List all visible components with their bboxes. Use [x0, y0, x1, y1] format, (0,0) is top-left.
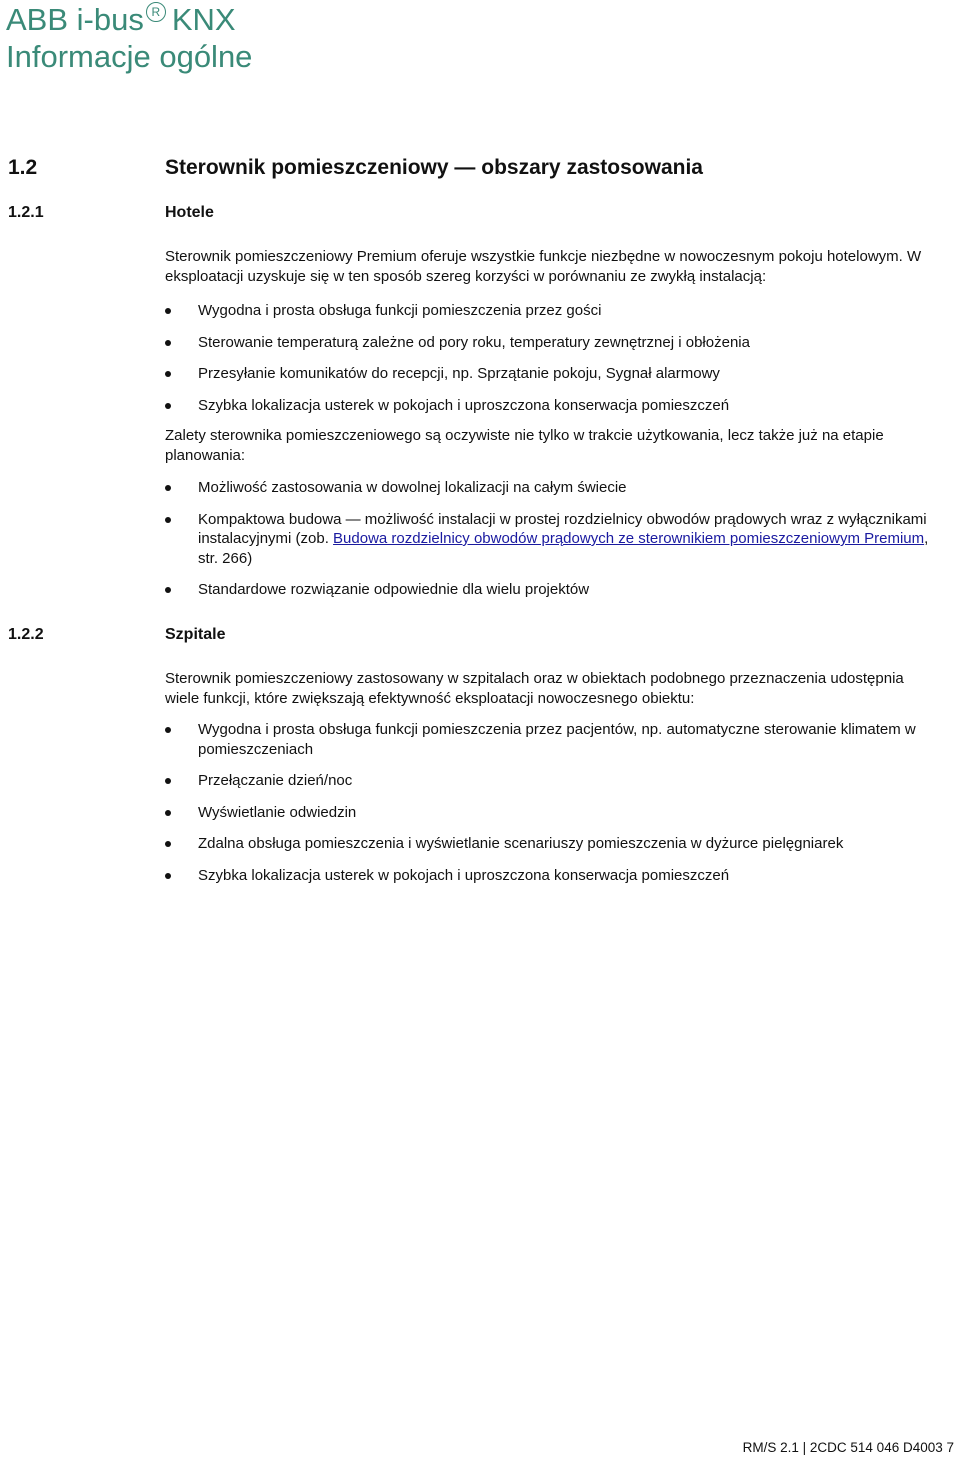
bullet-icon [165, 485, 171, 491]
bullet-icon [165, 517, 171, 523]
page-footer: RM/S 2.1 | 2CDC 514 046 D4003 7 [742, 1440, 954, 1455]
list-item: Wygodna i prosta obsługa funkcji pomieszczenia przez pacjentów, np. automatyczne sterowanie klimatem w pomieszczeniach [165, 720, 935, 759]
list-item: Zdalna obsługa pomieszczenia i wyświetlanie scenariuszy pomieszczenia w dyżurce pielęgniarek [165, 834, 935, 854]
bullet-icon [165, 841, 171, 847]
bullet-icon [165, 308, 171, 314]
cross-reference-link[interactable]: Budowa rozdzielnicy obwodów prądowych ze sterownikiem pomieszczeniowym Premium [333, 530, 925, 547]
planning-benefits-list [165, 478, 935, 600]
bullet-icon [165, 873, 171, 879]
bullet-icon [165, 727, 171, 733]
list-item: Przełączanie dzień/noc [165, 771, 935, 791]
hotels-body [165, 247, 935, 600]
bullet-icon [165, 340, 171, 346]
list-item: Kompaktowa budowa — możliwość instalacji w prostej rozdzielnicy obwodów prądowych wraz z wyłącznikami instalacyjnymi (zob. Budowa rozdzielnicy obwodów prądowych ze sterownikiem pomieszczeniowym Premium, str. 266) [165, 510, 935, 569]
bullet-icon [165, 587, 171, 593]
list-item: Standardowe rozwiązanie odpowiednie dla wielu projektów [165, 580, 935, 600]
brand-title [6, 2, 252, 38]
hospitals-features-list [165, 720, 935, 885]
subsection-title: Hotele [165, 204, 214, 221]
list-item: Wygodna i prosta obsługa funkcji pomieszczenia przez gości [165, 301, 935, 321]
hotels-benefits-list [165, 301, 935, 415]
hospitals-intro: Sterownik pomieszczeniowy zastosowany w szpitalach oraz w obiektach podobnego przeznaczenia udostępnia wiele funkcji, które zwiększają efektywność eksploatacji nowoczesnego obiektu: [165, 670, 904, 707]
subsection-heading-hospitals [8, 626, 308, 646]
registered-mark-icon: R [146, 2, 166, 22]
subsection-number: 1.2.1 [8, 204, 44, 221]
brand-product: KNX [171, 2, 236, 37]
chapter-subtitle: Informacje ogólne [6, 39, 253, 74]
bullet-icon [165, 810, 171, 816]
list-item: Sterowanie temperaturą zależne od pory roku, temperatury zewnętrznej i obłożenia [165, 333, 935, 353]
subsection-number: 1.2.2 [8, 626, 44, 643]
hotels-intro: Sterownik pomieszczeniowy Premium oferuje wszystkie funkcje niezbędne w nowoczesnym pokoju hotelowym. W eksploatacji uzyskuje się w ten sposób szereg korzyści w porównaniu ze zwykłą instalacją: [165, 248, 922, 285]
list-item: Wyświetlanie odwiedzin [165, 803, 935, 823]
subsection-heading-hotels [8, 204, 308, 224]
hospitals-body [165, 669, 935, 885]
list-item: Szybka lokalizacja usterek w pokojach i uproszczona konserwacja pomieszczeń [165, 866, 935, 886]
bullet-icon [165, 778, 171, 784]
brand-name: ABB i-bus [6, 2, 144, 37]
list-item: Przesyłanie komunikatów do recepcji, np. Sprzątanie pokoju, Sygnał alarmowy [165, 364, 935, 384]
document-header [6, 2, 252, 76]
bullet-icon [165, 403, 171, 409]
section-title: Sterownik pomieszczeniowy — obszary zastosowania [165, 156, 703, 179]
list-item: Szybka lokalizacja usterek w pokojach i uproszczona konserwacja pomieszczeń [165, 396, 935, 416]
subsection-title: Szpitale [165, 626, 226, 643]
list-item: Możliwość zastosowania w dowolnej lokalizacji na całym świecie [165, 478, 935, 498]
bullet-icon [165, 371, 171, 377]
planning-intro: Zalety sterownika pomieszczeniowego są oczywiste nie tylko w trakcie użytkowania, lecz także już na etapie planowania: [165, 427, 884, 464]
section-number: 1.2 [8, 156, 38, 179]
